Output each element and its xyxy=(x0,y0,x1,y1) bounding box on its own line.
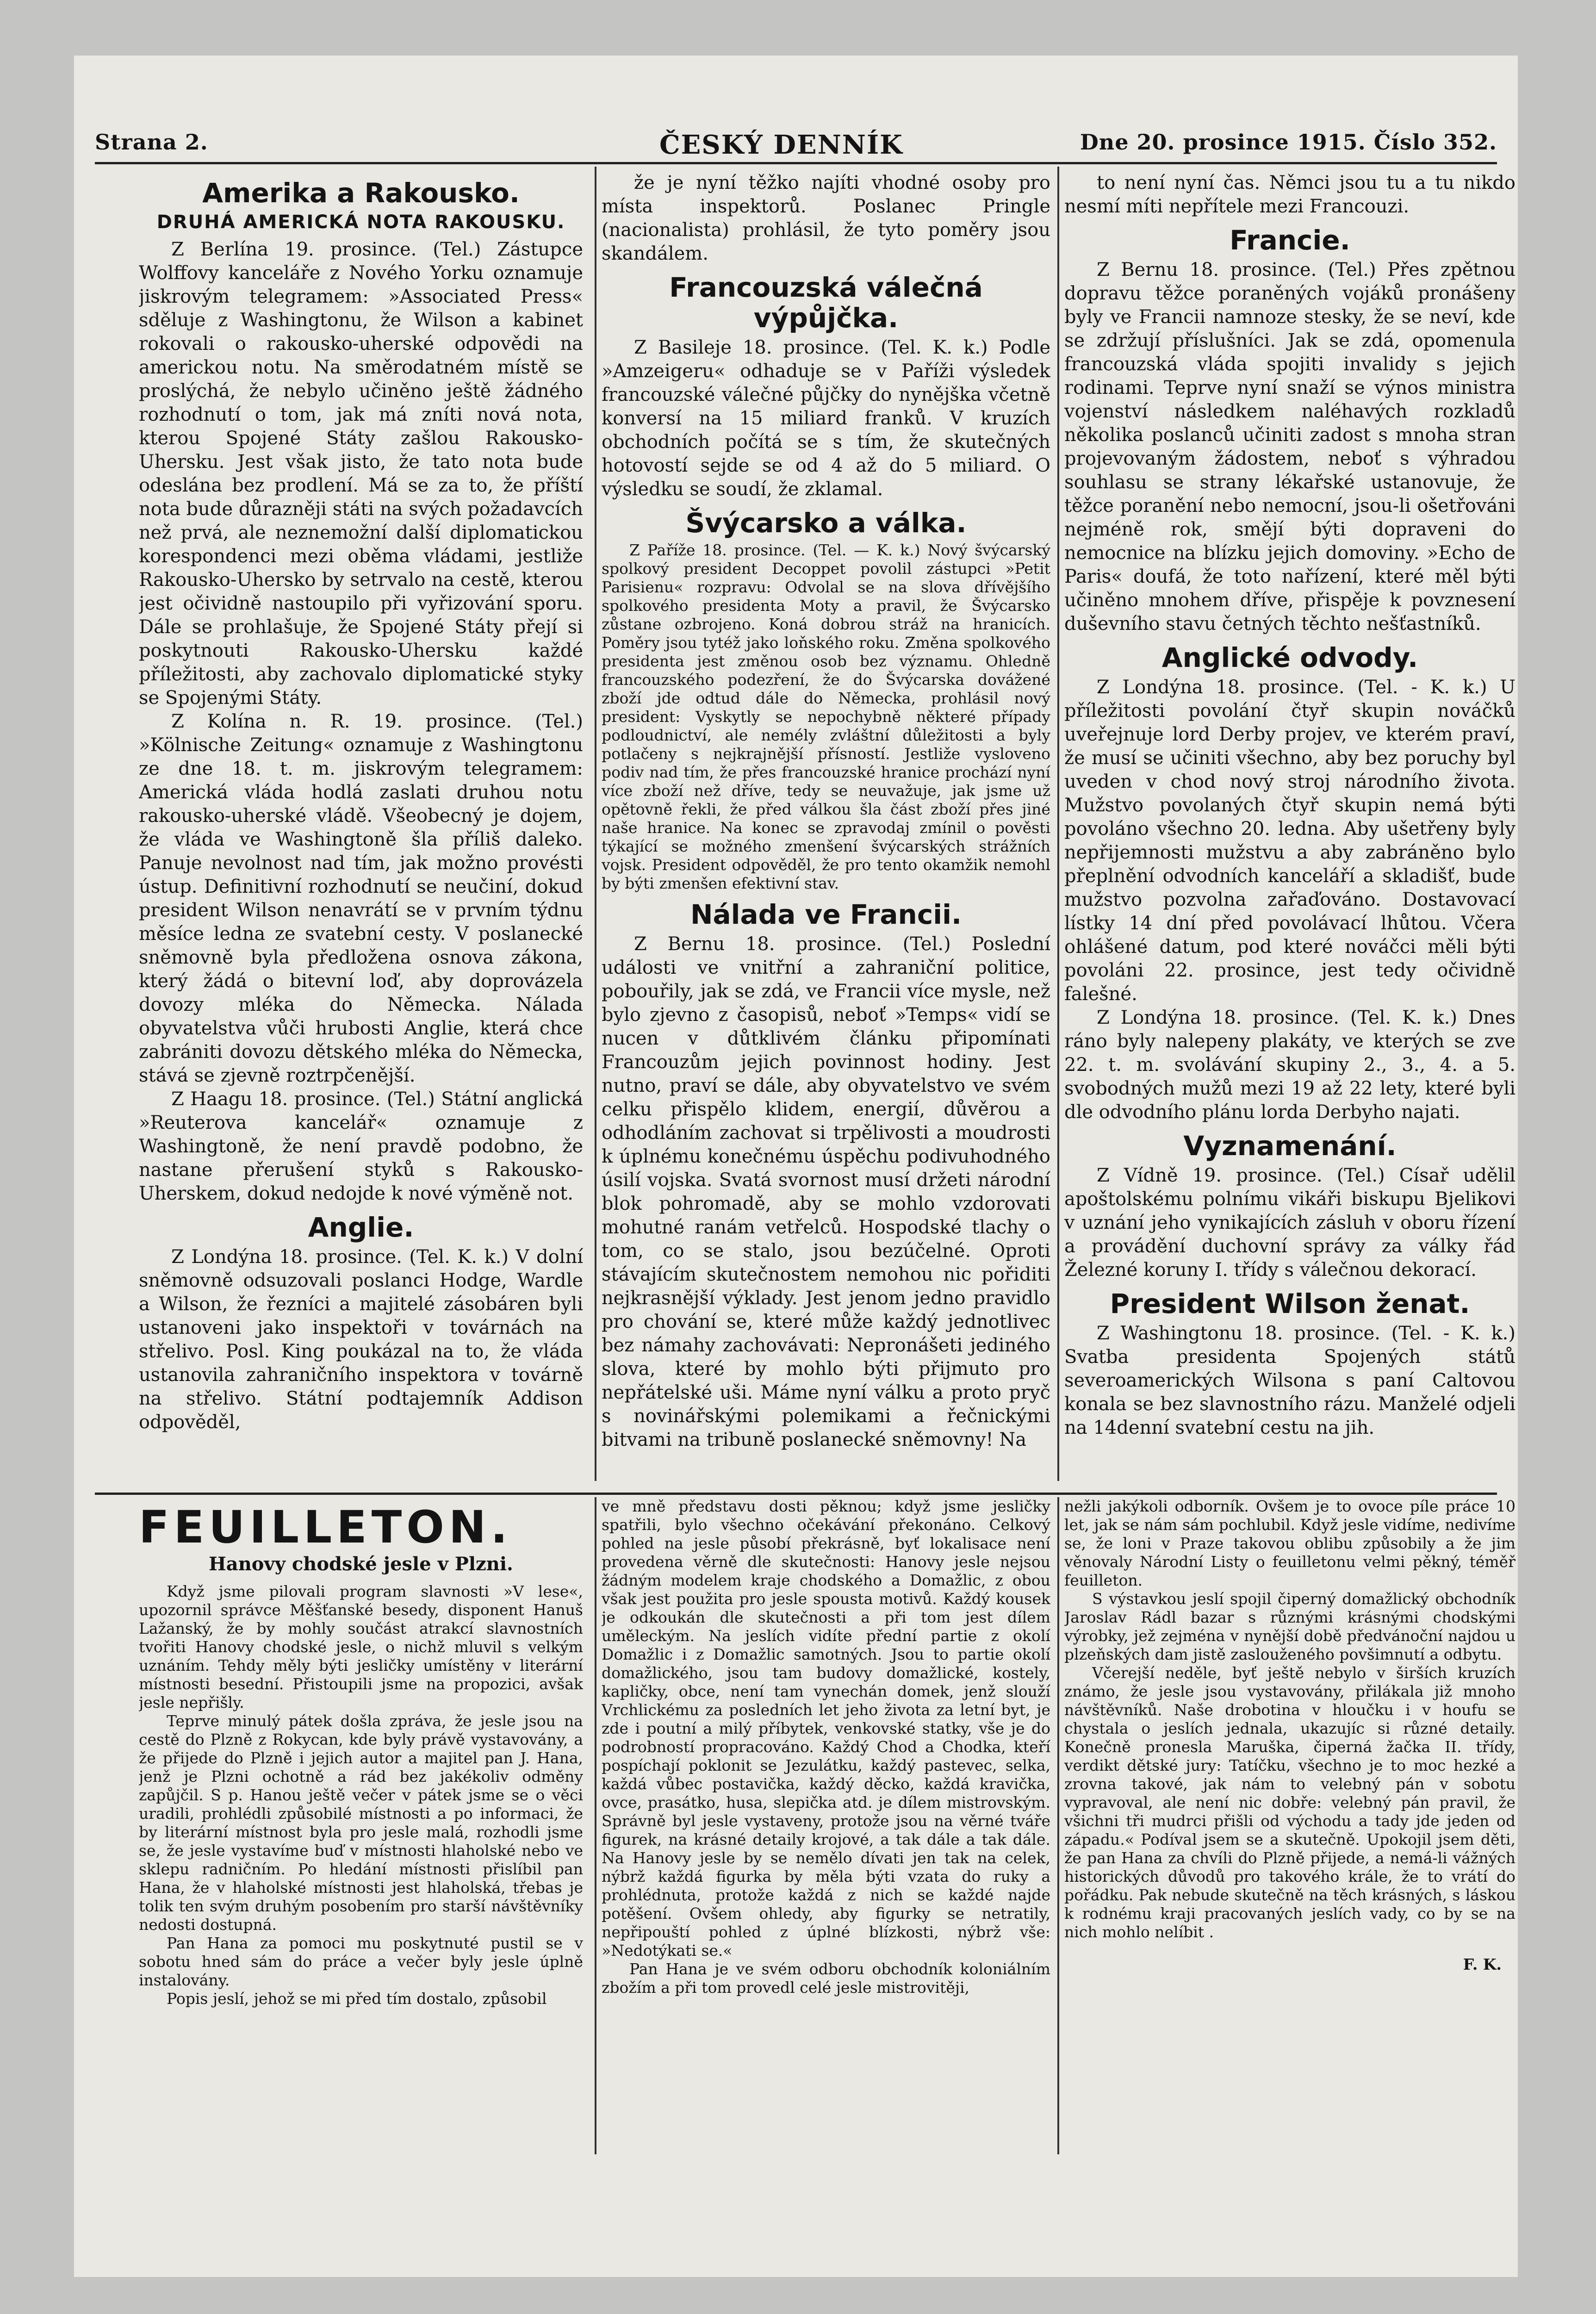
article-text: Z Paříže 18. prosince. (Tel. — K. k.) Nový švýcarský spolkový president Decoppet povolil zástupci »Petit Parisienu« rozpravu: Odvolal se na slova dřívějšího spolkového presidenta Moty a pravil, že Švýcarsko zůstane ozbrojeno. Koná dobrou stráž na hranicích. Poměry jsou tytéž jako loňského roku. Změna spolkového presidenta jest změnou osob bez významu. Ohledně francouzského podezření, že do Švýcarska dovážené zboží jde odtud dále do Německa, prohlásil nový president: Vyskytly se nepochybně některé případy podloudnictví, ale nemély zvláštní důležitosti a byly potlačeny s nejkrajnější přísností. Jestliže vysloveno podiv nad tím, že přes francouzské hranice prochází nyní více zboží než dříve, tedy se neuvažuje, jak jsme už opětovně řekli, že před válkou šla část zboží přes jiné naše hranice. Na konec se zpravodaj zmínil o pověsti týkající se možného zmenšení švýcarských strážních vojsk. President odpověděl, že pro tento okamžik nemohl by býti zmenšen efektivní stav. xyxy=(602,541,1050,892)
article-text: Z Bernu 18. prosince. (Tel.) Přes zpětnou dopravu těžce poraněných vojáků pronášeny byly ve Francii namnoze stesky, že se neví, kde se zdržují příslušníci. Jak se zdá, opomenula francouzská vláda spojiti invalidy s jejich rodinami. Teprve nyní snaží se výnos ministra vojenství následkem naléhavých rozkladů několika poslanců učiniti zadost s mnoha stran projevovaným žádostem, neboť s výhradou souhlasu se strany lékařské ustanovuje, že těžce poranění nebo nemocní, jsou-li ošetřováni nejméně rok, smějí býti dopraveni do nemocnice na blízku jejich domoviny. »Echo de Paris« doufá, že toto nařízení, které měl býti učiněno mnohem dříve, přispěje k povznesení duševního stavu četných těchto nešťastníků. xyxy=(1064,259,1515,634)
article-text: Z Washingtonu 18. prosince. (Tel. - K. k.) Svatba presidenta Spojených států severoamerických Wilsona s paní Caltovou konala se bez slavnostního rázu. Manželé odjeli na 14denní svatební cestu na jih. xyxy=(1064,1323,1515,1438)
headline-odvody: Anglické odvody. xyxy=(1161,642,1418,673)
headline-francie: Francie. xyxy=(1230,224,1350,256)
feuilleton-rule xyxy=(95,1493,1497,1495)
column-divider-3 xyxy=(595,1497,596,2154)
headline-nalada: Nálada ve Francii. xyxy=(690,899,962,930)
article-text: Z Bernu 18. prosince. (Tel.) Poslední události ve vnitřní a zahraniční politice, pobouřily, jak se zdá, ve Francii více mysle, než bylo zjevno z časopisů, neboť »Temps« vidí se nucen v důtklivém článku připomínati Francouzům jejich povinnost hodiny. Jest nutno, praví se dále, aby obyvatelstvo ve svém celku přispělo klidem, energií, důvěrou a odhodláním zachovat si trpělivosti a moudrosti k úplnému konečnému úspěchu podivuhodného úsilí vojska. Svatá svornost musí držeti národní blok pohromadě, aby se mohlo vzdorovati mohutné ranám vetřelců. Hospodské tlachy o tom, co se stalo, jsou bezúčelné. Oproti stávajícím skutečnostem nemohou nic pořiditi nejkrasnější výklady. Jest jenom jedno pravidlo pro chování se, které může každý jednotlivec bez námahy zachovávati: Nepronášeti jediného slova, které by mohlo býti přijmuto pro nepřátelské uši. Máme nyní válku a proto pryč s novinářskými polemikami a řečnickými bitvami na tribuně poslanecké sněmovny! Na xyxy=(602,933,1050,1450)
page-number: Strana 2. xyxy=(95,130,208,155)
column-divider-2 xyxy=(1057,167,1059,1481)
article-text: Z Londýna 18. prosince. (Tel. - K. k.) U příležitosti povolání čtyř skupin nováčků uveřejnuje lord Derby projev, ve kterém praví, že musí se učiniti všechno, aby bez poruchy byl uveden v chod nový stroj národního života. Mužstvo povolaných čtyř skupin nemá býti povoláno všechno 20. ledna. Aby ušetřeny byly nepřijemnosti mužstvu a aby zabráněno bylo přeplnění odvodních kanceláří a skladišť, bude mužstvo pozvolna zařaďováno. Dostavovací lístky 14 dní před povolávací lhůtou. Včera ohlášené datum, pod které nováčci měli býti povoláni 22. prosince, jest tedy očividně falešné. xyxy=(1064,677,1515,1005)
feuilleton-subtitle: Hanovy chodské jesle v Plzni. xyxy=(209,1553,513,1575)
header-rule xyxy=(95,162,1497,164)
feuilleton-text: Včerejší neděle, byť ještě nebylo v širších kruzích známo, že jesle jsou vystavovány, přilákala již mnoho návštěvníků. Naše drobotina v hloučku i v houfu se chystala o jeslích jednala, ukazujíc si různé detaily. Konečně pronesla Maruška, čiperná žačka II. třídy, verdikt dětské jury: Tatíčku, všechno je to moc hezké a zrovna takové, jak nám to velebný pán v sobotu vypravoval, ale není nic dobře: velebný pán pravil, že všichni tři mudrci přišli od východu a tady jde jeden od západu.« Podíval jsem se a skutečně. Upokojil jsem děti, že pan Hana za chvíli do Plzně přijede, a nemá-li vážných historických důvodů pro takového krále, že to vrátí do pořádku. Pak nebude skutečně na těch krásných, s láskou k rodnému kraji pracovaných jeslích vady, co by se na nich mohlo nelíbit . xyxy=(1064,1664,1515,1941)
article-text: Z Haagu 18. prosince. (Tel.) Státní anglická »Reuterova kancelář« oznamuje z Washingtoně, že není pravdě podobno, že nastane přerušení styků s Rakousko-Uherskem, dokud nedojde k nové výměně not. xyxy=(139,1089,583,1204)
column-3 xyxy=(1064,171,1515,1490)
feuilleton-column-3 xyxy=(1064,1497,1515,2154)
column-2 xyxy=(602,171,1050,1490)
small-print-block xyxy=(602,541,1050,893)
feuilleton-text: ve mně představu dosti pěknou; když jsme jesličky spatřili, bylo všechno očekávání překonáno. Celkový pohled na jesle působí překrásně, byť lokalisace není provedena věrně dle skutečnosti: Hanovy jesle nejsou žádným modelem kraje chodského a Domažlic, z obou však jest použita pro jesle spousta motivů. Každý kousek je odkoukán dle skutečnosti a při tom jest dílem uměleckým. Na jeslích vidíte přední partie z okolí Domažlic i z Domažlic samotných. Jsou to partie okolí domažlického, jsou tam budovy domažlické, kostely, kapličky, obce, není tam vynechán domek, jenž slouží Vrchlickému za posledních let jeho života za letní byt, je zde i poutní a milý příbytek, venkovské statky, vše je do podrobností propracováno. Každý Chod a Chodka, kteří pospíchají poklonit se Jezulátku, každý pastevec, selka, každá vůbec postavička, každý děcko, každá kravička, ovce, prasátko, husa, slepička atd. je dílem mistrovským. Správně byl jesle vystaveny, protože jsou na věrné tváře figurek, na krásné detaily krojové, a tak dále a tak dále. Na Hanovy jesle by se nemělo dívati jen tak na celek, nýbrž každá figurka by měla býti vzata do ruky a prohlédnuta, protože každá z nich se každé najde potěšení. Ovšem ohledy, aby figurky se netratily, nepřipouští pohled z úplné blízkosti, nýbrž vše: »Nedotýkati se.« xyxy=(602,1497,1050,1959)
article-text: Z Berlína 19. prosince. (Tel.) Zástupce Wolffovy kanceláře z Nového Yorku oznamuje jiskrovým telegramem: »Associated Press« sděluje z Washingtonu, že Wilson a kabinet rokovali o rakousko-uherské odpovědi na americkou notu. Na směrodatném místě se proslýchá, že nebylo učiněno ještě žádného rozhodnutí o tom, jak má zníti nová nota, kterou Spojené Státy zašlou Rakousko-Uhersku. Jest však jisto, že tato nota bude odeslána bez prodlení. Má se za to, že příští nota bude důrazněji státi na svých požadavcích než prvá, ale neznemožní další diplomatickou korespondenci mezi oběma vládami, jestliže Rakousko-Uhersko by setrvalo na cestě, kterou jest očividně nastoupilo při vyřizování sporu. Dále se prohlašuje, že Spojené Státy přejí si poskytnouti Rakousko-Uhersku každé příležitosti, aby zachovalo diplomatické styky se Spojenými Státy. xyxy=(139,239,583,709)
article-text: to není nyní čas. Němci jsou tu a tu nikdo nesmí míti nepřítele mezi Francouzi. xyxy=(1064,172,1515,217)
page-header xyxy=(95,130,1497,160)
article-text: Z Londýna 18. prosince. (Tel. K. k.) Dnes ráno byly nalepeny plakáty, ve kterých se zve 22. t. m. svolávání skupiny 2., 3., 4. a 5. svobodných mužů mezi 19 až 22 lety, které byli dle odvodního plánu lorda Derbyho najati. xyxy=(1064,1007,1515,1123)
feuilleton-text: Pan Hana za pomoci mu poskytnuté pustil se v sobotu hned sám do práce a večer byly jesle úplně instalovány. xyxy=(139,1934,583,1989)
feuilleton-text: Pan Hana je ve svém odboru obchodník koloniálním zbožím a při tom provedl celé jesle mistrovitěji, xyxy=(602,1960,1050,1997)
headline-amerika: Amerika a Rakousko. xyxy=(202,177,520,209)
feuilleton-text: Teprve minulý pátek došla zpráva, že jesle jsou na cestě do Plzně z Rokycan, kde byly právě vystavovány, a že přijede do Plzně i jejich autor a majitel pan J. Hana, jenž je Plzni ochotně a rád bez jakékoliv odměny zapůjčil. S p. Hanou ještě večer v pátek jsme se o věci uradili, prohlédli způsobilé místnosti a po informaci, že by literární místnost byla pro jesle malá, rozhodli jsme se, že jesle vystavíme buď v místnosti hlaholské nebo ve sklepu radničním. Po hledání místnosti přislíbil pan Hana, že v hlaholské místnosti jest hlaholská, třebas je tolik ten svým druhým posobením pro starší návštěvníky nedosti dostupná. xyxy=(139,1712,583,1934)
feuilleton-column-2 xyxy=(602,1497,1050,2154)
feuilleton-text: Když jsme pilovali program slavnosti »V lese«, upozornil správce Měšťanské besedy, disponent Hanuš Lažanský, že by mohly součást atrakcí slavnostních tvořiti Hanovy chodské jesle, o nichž mluvil s velkým uznáním. Tehdy měly býti jesličky umístěny v literární místnosti besední. Přistoupili jsme na propozici, avšak jesle nepřišly. xyxy=(139,1582,583,1711)
column-1 xyxy=(139,171,583,1490)
article-text: Z Kolína n. R. 19. prosince. (Tel.) »Kölnische Zeitung« oznamuje z Washingtonu ze dne 18. t. m. jiskrovým telegramem: Americká vláda hodlá zaslati druhou notu rakousko-uherské vládě. Všeobecný je dojem, že vláda ve Washingtoně šla příliš daleko. Panuje nevolnost nad tím, jak možno provésti ústup. Definitivní rozhodnutí se neučiní, dokud president Wilson nenavrátí se v prvním týdnu měsíce ledna ze svatební cesty. V poslanecké sněmovně byla předložena osnova zákona, který žádá o bitevní loď, aby doprovázela dovozy mléka do Německa. Nálada obyvatelstva vůči hrubosti Anglie, která chce zabrániti dovozu dětského mléka do Německa, stává se zjevně roztrpčenější. xyxy=(139,711,583,1086)
feuilleton-text: Popis jeslí, jehož se mi před tím dostalo, způsobil xyxy=(167,1990,547,2008)
headline-svycarsko: Švýcarsko a válka. xyxy=(685,507,967,539)
feuilleton-text: nežli jakýkoli odborník. Ovšem je to ovoce píle práce 10 let, jak se nám sám pochlubil. Když jesle vidíme, nedivíme se, že loni v Praze takovou oblibu způsobily a že jim věnovaly Národní Listy o feuilletonu velmi pěkný, téměř feuilleton. xyxy=(1064,1497,1515,1589)
article-text: že je nyní těžko najíti vhodné osoby pro místa inspektorů. Poslanec Pringle (nacionalista) prohlásil, že tyto poměry jsou skandálem. xyxy=(602,172,1050,264)
feuilleton-column-1 xyxy=(139,1497,583,2154)
subheadline-nota: DRUHÁ AMERICKÁ NOTA RAKOUSKU. xyxy=(156,211,565,233)
article-text: Z Basileje 18. prosince. (Tel. K. k.) Podle »Amzeigeru« odhaduje se v Paříži výsledek francouzské válečné půjčky do nynějška včetně konversí na 15 miliard franků. V kruzích obchodních počítá se s tím, že skutečných hotovostí sejde se od 4 až do 5 miliard. O výsledku se soudí, že zklamal. xyxy=(602,337,1050,500)
headline-vypujcka: Francouzská válečná výpůjčka. xyxy=(669,272,983,334)
headline-vyznamenani: Vyznamenání. xyxy=(1183,1130,1397,1162)
headline-wilson: President Wilson ženat. xyxy=(1110,1288,1470,1319)
article-text: Z Londýna 18. prosince. (Tel. K. k.) V dolní sněmovně odsuzovali poslanci Hodge, Wardle a Wilson, že řezníci a majitelé zásobáren byli ustanoveni jako inspektoři v továrnách na střelivo. Posl. King poukázal na to, že vláda ustanovila zahraničního inspektora v továrně na střelivo. Státní podtajemník Addison odpověděl, xyxy=(139,1246,583,1433)
article-text: Z Vídně 19. prosince. (Tel.) Císař udělil apoštolskému polnímu vikáři biskupu Bjelikovi v uznání jeho vynikajících zásluh v oboru řízení a provádění duchovní správy za války řád Železné koruny I. třídy s válečnou dekorací. xyxy=(1064,1165,1515,1281)
masthead-title: ČESKÝ DENNÍK xyxy=(659,130,903,160)
feuilleton-title: FEUILLETON. xyxy=(139,1501,512,1553)
feuilleton-text: S výstavkou jeslí spojil čiperný domažlický obchodník Jaroslav Rádl bazar s různými krásnými chodskými výrobky, jež zejména v nynější době předvánoční najdou u plzeňských dam jistě zaslouženého povšimnutí a odbytu. xyxy=(1064,1590,1515,1663)
headline-anglie: Anglie. xyxy=(308,1212,414,1243)
author-signature: F. K. xyxy=(1463,1955,1502,1973)
column-divider-4 xyxy=(1057,1497,1059,2154)
column-divider-1 xyxy=(595,167,596,1481)
issue-date: Dne 20. prosince 1915. Číslo 352. xyxy=(1080,130,1497,155)
